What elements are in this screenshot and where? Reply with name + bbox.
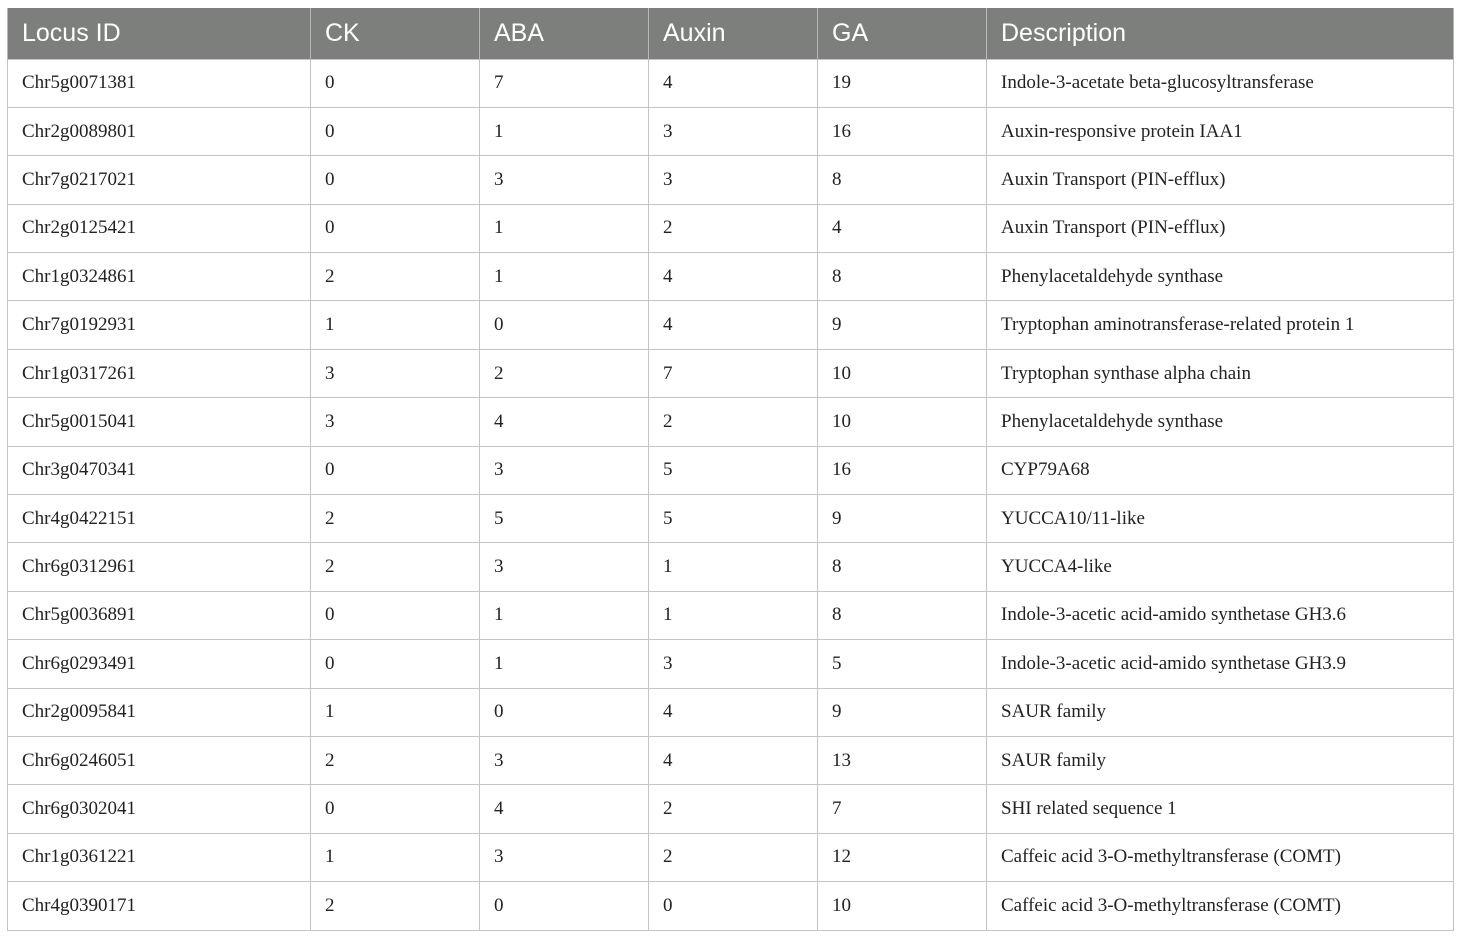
ck-cell: 2: [311, 495, 480, 543]
table-row: [8, 156, 1454, 204]
table-row: [8, 591, 1454, 639]
table-row: [8, 107, 1454, 155]
ck-cell: 0: [311, 156, 480, 204]
table-header: [8, 8, 1454, 59]
description-cell: Auxin Transport (PIN-efflux): [987, 156, 1454, 204]
description-cell: Indole-3-acetic acid-amido synthetase GH3.9: [987, 640, 1454, 688]
aba-cell: 0: [480, 301, 649, 349]
ck-cell: 2: [311, 543, 480, 591]
locus-id-cell: Chr7g0217021: [8, 156, 311, 204]
description-cell: Caffeic acid 3-O-methyltransferase (COMT): [987, 882, 1454, 930]
locus-id-cell: Chr6g0302041: [8, 785, 311, 833]
auxin-cell: 4: [649, 736, 818, 784]
auxin-cell: 3: [649, 640, 818, 688]
ck-cell: 0: [311, 591, 480, 639]
auxin-cell: 4: [649, 688, 818, 736]
aba-cell: 1: [480, 107, 649, 155]
auxin-cell: 5: [649, 495, 818, 543]
description-cell: CYP79A68: [987, 446, 1454, 494]
aba-cell: 4: [480, 785, 649, 833]
description-cell: SAUR family: [987, 736, 1454, 784]
ga-cell: 8: [818, 543, 987, 591]
ga-cell: 10: [818, 398, 987, 446]
locus-id-cell: Chr1g0317261: [8, 349, 311, 397]
auxin-cell: 1: [649, 543, 818, 591]
aba-cell: 3: [480, 156, 649, 204]
auxin-cell: 4: [649, 301, 818, 349]
auxin-cell: 2: [649, 785, 818, 833]
ga-cell: 16: [818, 107, 987, 155]
ga-cell: 19: [818, 59, 987, 107]
auxin-cell: 4: [649, 59, 818, 107]
description-cell: Phenylacetaldehyde synthase: [987, 253, 1454, 301]
table-row: [8, 59, 1454, 107]
description-cell: YUCCA4-like: [987, 543, 1454, 591]
table-row: [8, 253, 1454, 301]
description-cell: Tryptophan aminotransferase-related protein 1: [987, 301, 1454, 349]
gene-table: [7, 8, 1454, 931]
header-ga: GA: [818, 8, 987, 59]
ck-cell: 3: [311, 398, 480, 446]
aba-cell: 0: [480, 688, 649, 736]
locus-id-cell: Chr7g0192931: [8, 301, 311, 349]
locus-id-cell: Chr1g0361221: [8, 833, 311, 881]
ck-cell: 2: [311, 882, 480, 930]
ga-cell: 12: [818, 833, 987, 881]
table-row: [8, 349, 1454, 397]
auxin-cell: 2: [649, 204, 818, 252]
header-row: [8, 8, 1454, 59]
locus-id-cell: Chr5g0015041: [8, 398, 311, 446]
table-row: [8, 882, 1454, 930]
locus-id-cell: Chr6g0312961: [8, 543, 311, 591]
header-description: Description: [987, 8, 1454, 59]
locus-id-cell: Chr6g0246051: [8, 736, 311, 784]
aba-cell: 1: [480, 591, 649, 639]
ga-cell: 9: [818, 301, 987, 349]
locus-id-cell: Chr5g0071381: [8, 59, 311, 107]
aba-cell: 2: [480, 349, 649, 397]
ck-cell: 0: [311, 107, 480, 155]
table-row: [8, 204, 1454, 252]
ck-cell: 1: [311, 833, 480, 881]
description-cell: SHI related sequence 1: [987, 785, 1454, 833]
ck-cell: 2: [311, 736, 480, 784]
header-locus-id: Locus ID: [8, 8, 311, 59]
aba-cell: 3: [480, 543, 649, 591]
ga-cell: 9: [818, 688, 987, 736]
header-aba: ABA: [480, 8, 649, 59]
ck-cell: 2: [311, 253, 480, 301]
header-auxin: Auxin: [649, 8, 818, 59]
locus-id-cell: Chr2g0095841: [8, 688, 311, 736]
ga-cell: 10: [818, 882, 987, 930]
ck-cell: 0: [311, 59, 480, 107]
table-body: [8, 59, 1454, 930]
ck-cell: 3: [311, 349, 480, 397]
header-ck: CK: [311, 8, 480, 59]
table-row: [8, 640, 1454, 688]
table-row: [8, 688, 1454, 736]
ck-cell: 0: [311, 785, 480, 833]
table-row: [8, 398, 1454, 446]
aba-cell: 4: [480, 398, 649, 446]
locus-id-cell: Chr3g0470341: [8, 446, 311, 494]
aba-cell: 3: [480, 736, 649, 784]
ck-cell: 0: [311, 204, 480, 252]
description-cell: Indole-3-acetic acid-amido synthetase GH3.6: [987, 591, 1454, 639]
auxin-cell: 5: [649, 446, 818, 494]
aba-cell: 1: [480, 253, 649, 301]
table-container: [7, 8, 1453, 931]
locus-id-cell: Chr2g0125421: [8, 204, 311, 252]
auxin-cell: 4: [649, 253, 818, 301]
table-row: [8, 446, 1454, 494]
ck-cell: 0: [311, 640, 480, 688]
locus-id-cell: Chr2g0089801: [8, 107, 311, 155]
locus-id-cell: Chr4g0422151: [8, 495, 311, 543]
table-row: [8, 785, 1454, 833]
ga-cell: 13: [818, 736, 987, 784]
ga-cell: 5: [818, 640, 987, 688]
auxin-cell: 7: [649, 349, 818, 397]
auxin-cell: 0: [649, 882, 818, 930]
ck-cell: 1: [311, 688, 480, 736]
description-cell: Tryptophan synthase alpha chain: [987, 349, 1454, 397]
description-cell: Indole-3-acetate beta-glucosyltransferase: [987, 59, 1454, 107]
locus-id-cell: Chr6g0293491: [8, 640, 311, 688]
table-row: [8, 736, 1454, 784]
auxin-cell: 2: [649, 833, 818, 881]
auxin-cell: 3: [649, 156, 818, 204]
aba-cell: 1: [480, 204, 649, 252]
aba-cell: 3: [480, 833, 649, 881]
table-row: [8, 301, 1454, 349]
ga-cell: 8: [818, 156, 987, 204]
description-cell: Auxin-responsive protein IAA1: [987, 107, 1454, 155]
ga-cell: 7: [818, 785, 987, 833]
description-cell: SAUR family: [987, 688, 1454, 736]
locus-id-cell: Chr4g0390171: [8, 882, 311, 930]
ga-cell: 10: [818, 349, 987, 397]
table-row: [8, 543, 1454, 591]
auxin-cell: 3: [649, 107, 818, 155]
ga-cell: 8: [818, 591, 987, 639]
description-cell: Phenylacetaldehyde synthase: [987, 398, 1454, 446]
ga-cell: 4: [818, 204, 987, 252]
aba-cell: 5: [480, 495, 649, 543]
aba-cell: 7: [480, 59, 649, 107]
description-cell: Auxin Transport (PIN-efflux): [987, 204, 1454, 252]
ck-cell: 0: [311, 446, 480, 494]
locus-id-cell: Chr5g0036891: [8, 591, 311, 639]
ga-cell: 16: [818, 446, 987, 494]
ga-cell: 8: [818, 253, 987, 301]
aba-cell: 0: [480, 882, 649, 930]
aba-cell: 1: [480, 640, 649, 688]
auxin-cell: 2: [649, 398, 818, 446]
auxin-cell: 1: [649, 591, 818, 639]
table-row: [8, 833, 1454, 881]
description-cell: Caffeic acid 3-O-methyltransferase (COMT): [987, 833, 1454, 881]
aba-cell: 3: [480, 446, 649, 494]
ga-cell: 9: [818, 495, 987, 543]
table-row: [8, 495, 1454, 543]
description-cell: YUCCA10/11-like: [987, 495, 1454, 543]
ck-cell: 1: [311, 301, 480, 349]
locus-id-cell: Chr1g0324861: [8, 253, 311, 301]
